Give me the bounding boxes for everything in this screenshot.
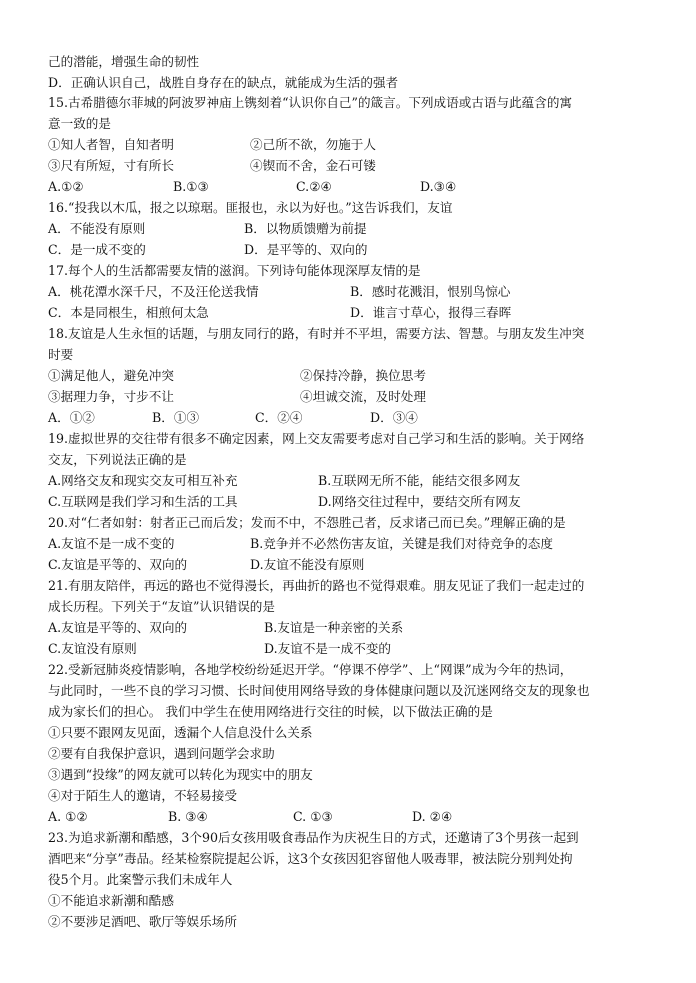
item-line: ①知人者智，自知者明	[48, 137, 174, 152]
option-d: D.友谊不能没有原则	[250, 557, 365, 572]
question-15-stem: 意一致的是	[48, 116, 111, 131]
question-19-stem: 交友，下列说法正确的是	[48, 452, 187, 467]
option-a: A.友谊是平等的、双向的	[48, 620, 188, 635]
item-line: ③遇到“投缘”的网友就可以转化为现实中的朋友	[48, 767, 313, 782]
question-19-stem: 19.虚拟世界的交往带有很多不确定因素，网上交友需要考虑对自己学习和生活的影响。关于网络	[48, 431, 585, 446]
option-b: B.竞争并不必然伤害友谊，关键是我们对待竞争的态度	[250, 536, 553, 551]
item-line: ③尺有所短，寸有所长	[48, 158, 174, 173]
question-23-stem: 酒吧来“分享”毒品。经某检察院提起公诉，这3个女孩因犯容留他人吸毒罪，被法院分别判处拘	[48, 851, 573, 866]
option-a: A.①②	[48, 179, 84, 194]
option-b: B.互联网无所不能，能结交很多网友	[318, 473, 521, 488]
question-22-stem: 成为家长们的担心。 我们中学生在使用网络进行交往的时候，以下做法正确的是	[48, 704, 493, 719]
question-21-stem: 成长历程。下列关于“友谊”认识错误的是	[48, 599, 275, 614]
option-b: B．感时花溅泪，恨别鸟惊心	[350, 284, 511, 299]
option-c: C.互联网是我们学习和生活的工具	[48, 494, 238, 509]
option-b: B.友谊是一种亲密的关系	[264, 620, 404, 635]
text-line: 己的潜能，增强生命的韧性	[48, 54, 200, 69]
option-c: C．是一成不变的	[48, 242, 146, 257]
option-line: D．正确认识自己，战胜自身存在的缺点，就能成为生活的强者	[48, 75, 399, 90]
option-d: D．③④	[370, 410, 418, 425]
item-line: ④锲而不舍，金石可镂	[250, 158, 376, 173]
option-c: C. ①③	[293, 809, 333, 824]
option-a: A. ①②	[48, 809, 88, 824]
option-d: D.网络交往过程中，要结交所有网友	[318, 494, 521, 509]
option-c: C.②④	[296, 179, 332, 194]
item-line: ③据理力争，寸步不让	[48, 389, 174, 404]
option-b: B. ③④	[168, 809, 208, 824]
question-22-stem: 与此同时，一些不良的学习习惯、长时间使用网络导致的身体健康问题以及沉迷网络交友的现象也	[48, 683, 590, 698]
item-line: ①不能追求新潮和酷感	[48, 893, 174, 908]
item-line: ②己所不欲，勿施于人	[250, 137, 376, 152]
question-23-stem: 23.为追求新潮和酷感，3个90后女孩用吸食毒品作为庆祝生日的方式，还邀请了3个男孩一起到	[48, 830, 579, 845]
option-d: D.③④	[420, 179, 457, 194]
question-15-stem: 15.古希腊德尔菲城的阿波罗神庙上镌刻着“认识你自己”的箴言。下列成语或古语与此蕴含的寓	[48, 95, 573, 110]
option-d: D．谁言寸草心，报得三春晖	[350, 305, 512, 320]
item-line: ①满足他人，避免冲突	[48, 368, 174, 383]
option-b: B．①③	[152, 410, 200, 425]
item-line: ④对于陌生人的邀请，不轻易接受	[48, 788, 237, 803]
question-16-stem: 16.“投我以木瓜，报之以琼琚。匪报也，永以为好也。”这告诉我们，友谊	[48, 200, 453, 215]
item-line: ②保持冷静，换位思考	[300, 368, 426, 383]
question-18-stem: 时要	[48, 347, 74, 362]
question-23-stem: 役5个月。此案警示我们未成年人	[48, 872, 233, 887]
question-17-stem: 17.每个人的生活都需要友情的滋润。下列诗句能体现深厚友情的是	[48, 263, 421, 278]
item-line: ②不要涉足酒吧、歌厅等娱乐场所	[48, 914, 237, 929]
option-b: B．以物质馈赠为前提	[244, 221, 367, 236]
item-line: ②要有自我保护意识，遇到问题学会求助	[48, 746, 275, 761]
option-d: D.友谊不是一成不变的	[264, 641, 391, 656]
option-a: A.网络交友和现实交友可相互补充	[48, 473, 238, 488]
option-d: D. ②④	[412, 809, 453, 824]
item-line: ①只要不跟网友见面，透漏个人信息没什么关系	[48, 725, 313, 740]
question-21-stem: 21.有朋友陪伴，再远的路也不觉得漫长，再曲折的路也不觉得艰难。朋友见证了我们一起走过的	[48, 578, 585, 593]
option-d: D．是平等的、双向的	[244, 242, 368, 257]
item-line: ④坦诚交流，及时处理	[300, 389, 426, 404]
option-a: A．①②	[48, 410, 95, 425]
option-b: B.①③	[173, 179, 209, 194]
option-a: A．桃花潭水深千尺，不及汪伦送我情	[48, 284, 259, 299]
option-a: A．不能没有原则	[48, 221, 146, 236]
option-c: C.友谊没有原则	[48, 641, 137, 656]
question-20-stem: 20.对“仁者如射：射者正己而后发；发而不中，不怨胜己者，反求诸己而已矣。”理解正确的是	[48, 515, 566, 530]
option-c: C．本是同根生，相煎何太急	[48, 305, 209, 320]
question-22-stem: 22.受新冠肺炎疫情影响，各地学校纷纷延迟开学。“停课不停学”、上“网课”成为今年的热词，	[48, 662, 573, 677]
option-c: C．②④	[255, 410, 303, 425]
option-c: C.友谊是平等的、双向的	[48, 557, 188, 572]
question-18-stem: 18.友谊是人生永恒的话题，与朋友同行的路，有时并不平坦，需要方法、智慧。与朋友发生冲突	[48, 326, 585, 341]
option-a: A.友谊不是一成不变的	[48, 536, 175, 551]
